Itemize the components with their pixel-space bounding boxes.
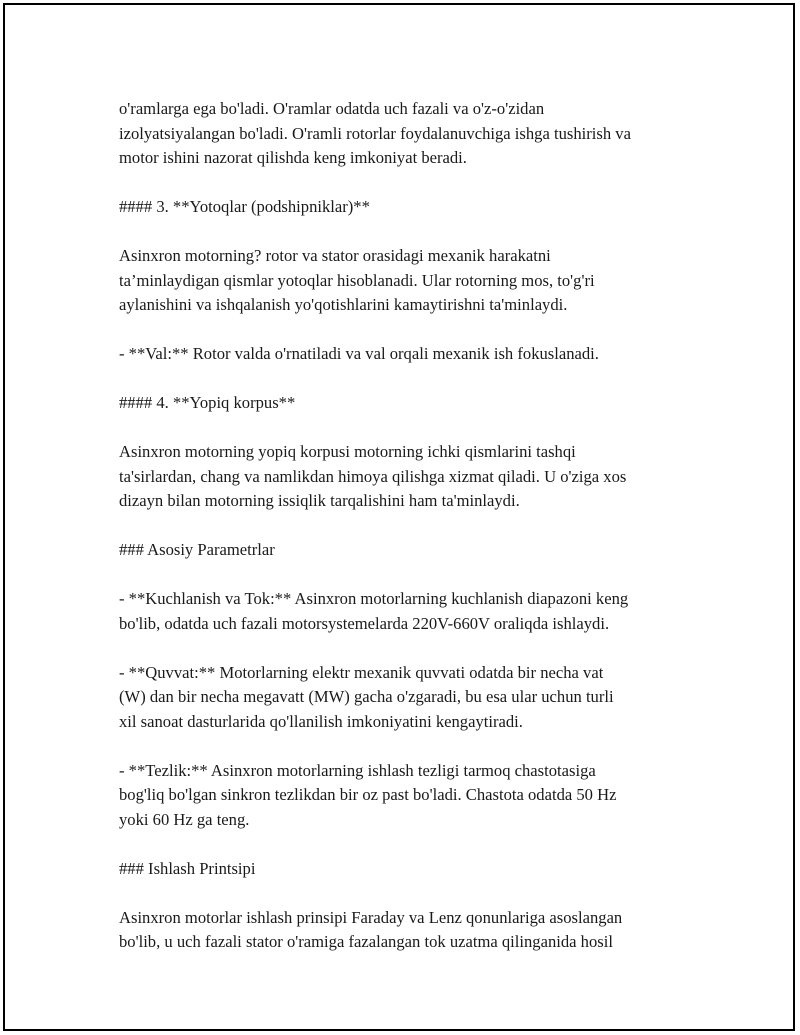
list-item-speed: - **Tezlik:** Asinxron motorlarning ishlash tezligi tarmoq chastotasiga bog'liq bo'lgan sinkron tezlikdan bir oz past bo'ladi. Chastota odatda 50 Hz yoki 60 Hz ga teng. bbox=[119, 760, 617, 829]
list-item-power: - **Quvvat:** Motorlarning elektr mexanik quvvati odatda bir necha vat (W) dan bir necha megavatt (MW) gacha o'zgaradi, bu esa ular uchun turli xil sanoat dasturlarida qo'llanilish imkoniyatini kengaytiradi. bbox=[119, 662, 614, 731]
document-body bbox=[119, 97, 699, 979]
paragraph-operating-principle: Asinxron motorlar ishlash prinsipi Faraday va Lenz qonunlariga asoslangan bo'lib, u uch fazali stator o'ramiga fazalangan tok uzatma qilinganida hosil bbox=[119, 907, 623, 951]
paragraph-windings-continued: o'ramlarga ega bo'ladi. O'ramlar odatda uch fazali va o'z-o'zidan izolyatsiyalangan bo'ladi. O'ramli rotorlar foydalanuvchiga ishga tushirish va motor ishini nazorat qilishda keng imkoniyat beradi. bbox=[119, 99, 631, 167]
paragraph-closed-housing: Asinxron motorning yopiq korpusi motorning ichki qismlarini tashqi ta'sirlardan, chang va namlikdan himoya qilishga xizmat qiladi. U o'ziga xos dizayn bilan motorning issiqlik tarqalishini ham ta'minlaydi. bbox=[119, 442, 627, 510]
paragraph-bearings: Asinxron motorning? rotor va stator orasidagi mexanik harakatni ta’minlaydigan qismlar yotoqlar hisoblanadi. Ular rotorning mos, to'g'ri aylanishini va ishqalanish yo'qotishlarini kamaytirishni ta'minlaydi. bbox=[119, 246, 595, 314]
heading-bearings: #### 3. **Yotoqlar (podshipniklar)** bbox=[119, 197, 370, 216]
heading-main-parameters: ### Asosiy Parametrlar bbox=[119, 540, 275, 559]
heading-operating-principle: ### Ishlash Printsipi bbox=[119, 858, 256, 878]
list-item-shaft: - **Val:** Rotor valda o'rnatiladi va val orqali mexanik ish fokuslanadi. bbox=[119, 344, 599, 363]
heading-closed-housing: #### 4. **Yopiq korpus** bbox=[119, 393, 296, 412]
document-page bbox=[3, 3, 795, 1031]
list-item-voltage-current: - **Kuchlanish va Tok:** Asinxron motorlarning kuchlanish diapazoni keng bo'lib, odatda uch fazali motorsystemelarda 220V-660V oraliqda ishlaydi. bbox=[119, 589, 629, 633]
